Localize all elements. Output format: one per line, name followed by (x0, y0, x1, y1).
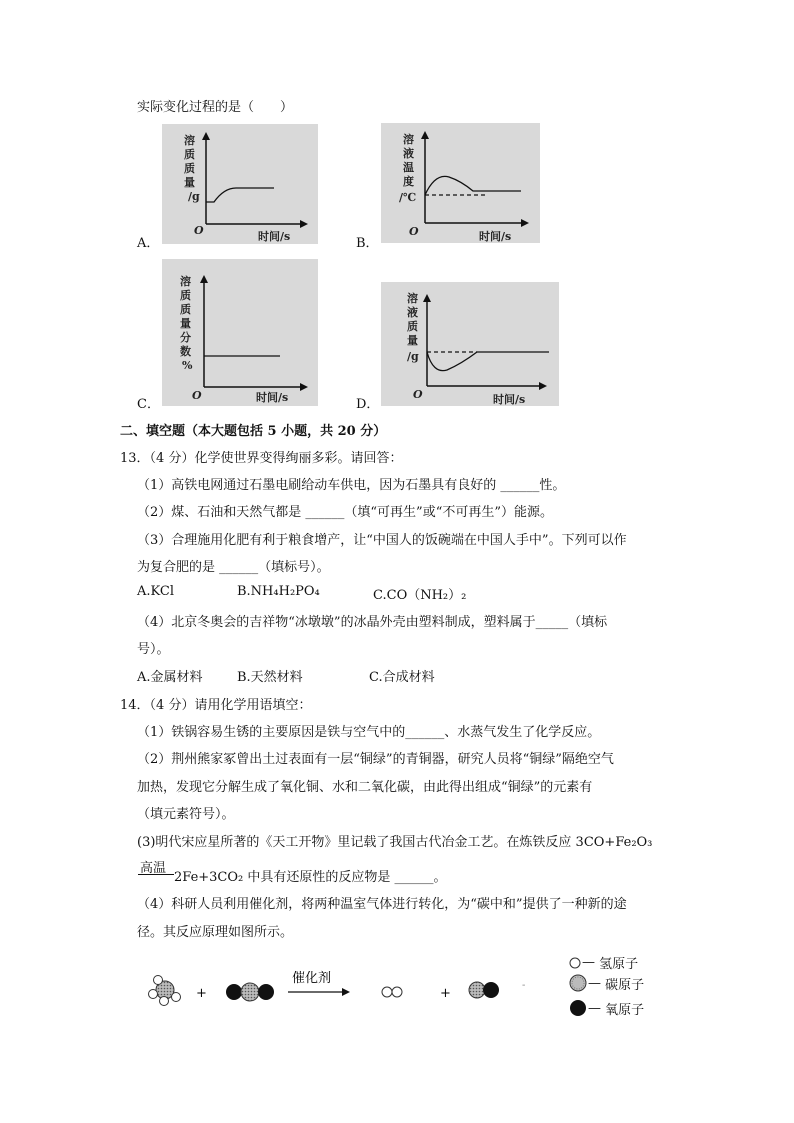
plus-2: + (440, 986, 451, 1001)
graph-d-y2: 液 (407, 306, 418, 319)
graph-d-y5: /g (407, 350, 419, 363)
q13-p1: （1）高铁电网通过石墨电刷给动车供电，因为石墨具有良好的 ______性。 (137, 478, 566, 493)
graph-d-y4: 量 (407, 334, 418, 347)
q14-p3b: 2Fe+3CO₂ 中具有还原性的反应物是 ______。 (174, 870, 447, 885)
co2-molecule (226, 983, 274, 1001)
graph-c-y2: 质 (180, 289, 191, 302)
legend-hydrogen-label: 氢原子 (599, 957, 639, 972)
graph-c-y7: % (182, 359, 193, 372)
graph-b-origin: O (409, 225, 419, 238)
graph-a-y4: 量 (184, 176, 195, 189)
graph-c-xlabel: 时间/s (256, 391, 289, 404)
q13-head: 13．（4 分）化学使世界变得绚丽多彩。请回答： (120, 451, 403, 466)
h2-molecule (382, 987, 402, 997)
graph-d-y3: 质 (407, 320, 418, 333)
intro-text: 实际变化过程的是（ ） (137, 100, 294, 115)
svg-text:-: - (522, 980, 526, 991)
q14-p2b: 加热，发现它分解生成了氧化铜、水和二氧化碳，由此得出组成“铜绿”的元素有 (137, 780, 593, 795)
graph-c-y3: 质 (180, 303, 191, 316)
graph-b-xlabel: 时间/s (479, 230, 512, 243)
catalyst-label: 催化剂 (292, 971, 332, 986)
option-a-label: A． (137, 236, 160, 251)
graph-c (162, 259, 318, 406)
q14-p3a: (3)明代宋应星所著的《天工开物》里记载了我国古代冶金工艺。在炼铁反应 3CO+Fe₂O₃ (137, 835, 653, 850)
q13-opt4-c: C.合成材料 (369, 670, 435, 685)
q13-opt4-a: A.金属材料 (137, 670, 203, 685)
graph-b-y3: 温 (403, 161, 414, 174)
q13-p2: （2）煤、石油和天然气都是 ______（填“可再生”或“不可再生”）能源。 (137, 505, 553, 520)
graph-b-y2: 液 (403, 147, 414, 160)
option-c-label: C． (137, 397, 160, 412)
graph-a-y1: 溶 (184, 134, 195, 147)
reaction-diagram (130, 960, 550, 1020)
graph-d (381, 282, 559, 406)
q13-opt-a: A.KCl (137, 584, 174, 599)
q14-head: 14．（4 分）请用化学用语填空： (120, 698, 312, 713)
graph-a-curve (206, 188, 274, 202)
graph-a-y5: /g (188, 190, 200, 203)
legend-hydrogen: — 氢原子 (568, 953, 638, 972)
section-title: 二、填空题（本大题包括 5 小题，共 20 分） (120, 424, 387, 439)
graph-c-y5: 分 (180, 331, 191, 344)
graph-c-y1: 溶 (180, 275, 191, 288)
legend-oxygen-label: 氧原子 (605, 1002, 645, 1018)
methane-molecule (149, 976, 181, 1006)
option-b-label: B． (356, 236, 379, 251)
plus-1: + (196, 986, 207, 1001)
graph-d-y1: 溶 (407, 292, 418, 305)
graph-a-xlabel: 时间/s (258, 230, 291, 243)
graph-b (381, 123, 540, 243)
q13-opt4-b: B.天然材料 (237, 670, 303, 685)
graph-c-origin: O (192, 389, 202, 402)
graph-d-curve (427, 352, 549, 371)
reaction-condition: 高温 (140, 861, 167, 876)
legend-carbon: — 碳原子 (568, 973, 644, 993)
option-d-label: D． (356, 397, 380, 412)
q13-p4a: （4）北京冬奥会的吉祥物“冰墩墩”的冰晶外壳由塑料制成，塑料属于_____（填标 (137, 615, 608, 630)
q13-p4b: 号）。 (137, 642, 170, 657)
graph-d-xlabel: 时间/s (493, 393, 526, 406)
graph-b-y4: 度 (403, 175, 414, 188)
graph-a-y3: 质 (184, 162, 195, 175)
co-molecule (469, 982, 499, 998)
q14-p2c: （填元素符号）。 (137, 807, 235, 822)
q14-p4a: （4）科研人员利用催化剂，将两种温室气体进行转化，为“碳中和”提供了一种新的途 (137, 897, 627, 912)
graph-b-curve (425, 176, 521, 195)
graph-a-y2: 质 (184, 148, 195, 161)
q13-p3a: （3）合理施用化肥有利于粮食增产，让“中国人的饭碗端在中国人手中”。下列可以作 (137, 533, 627, 548)
graph-c-y6: 数 (180, 345, 191, 358)
q13-p3b: 为复合肥的是 ______（填标号）。 (137, 560, 330, 575)
graph-a-origin: O (194, 224, 204, 237)
graph-d-origin: O (413, 388, 423, 401)
q14-p4b: 径。其反应原理如图所示。 (137, 925, 294, 940)
graph-b-y1: 溶 (403, 133, 414, 146)
condition-arrow-line (138, 874, 174, 875)
q14-p2a: （2）荆州熊家冢曾出土过表面有一层“铜绿”的青铜器，研究人员将“铜绿”隔绝空气 (137, 752, 614, 767)
q14-p1: （1）铁锅容易生锈的主要原因是铁与空气中的______、水蒸气发生了化学反应。 (137, 725, 601, 740)
graph-b-y5: /℃ (399, 191, 417, 204)
q13-opt-b: B.NH₄H₂PO₄ (237, 584, 320, 599)
q13-opt-c: C.CO（NH₂）₂ (373, 588, 467, 603)
graph-c-y4: 量 (180, 317, 191, 330)
legend-oxygen: — 氧原子 (568, 998, 644, 1018)
legend-carbon-label: 碳原子 (605, 977, 645, 993)
graph-a (162, 124, 318, 244)
